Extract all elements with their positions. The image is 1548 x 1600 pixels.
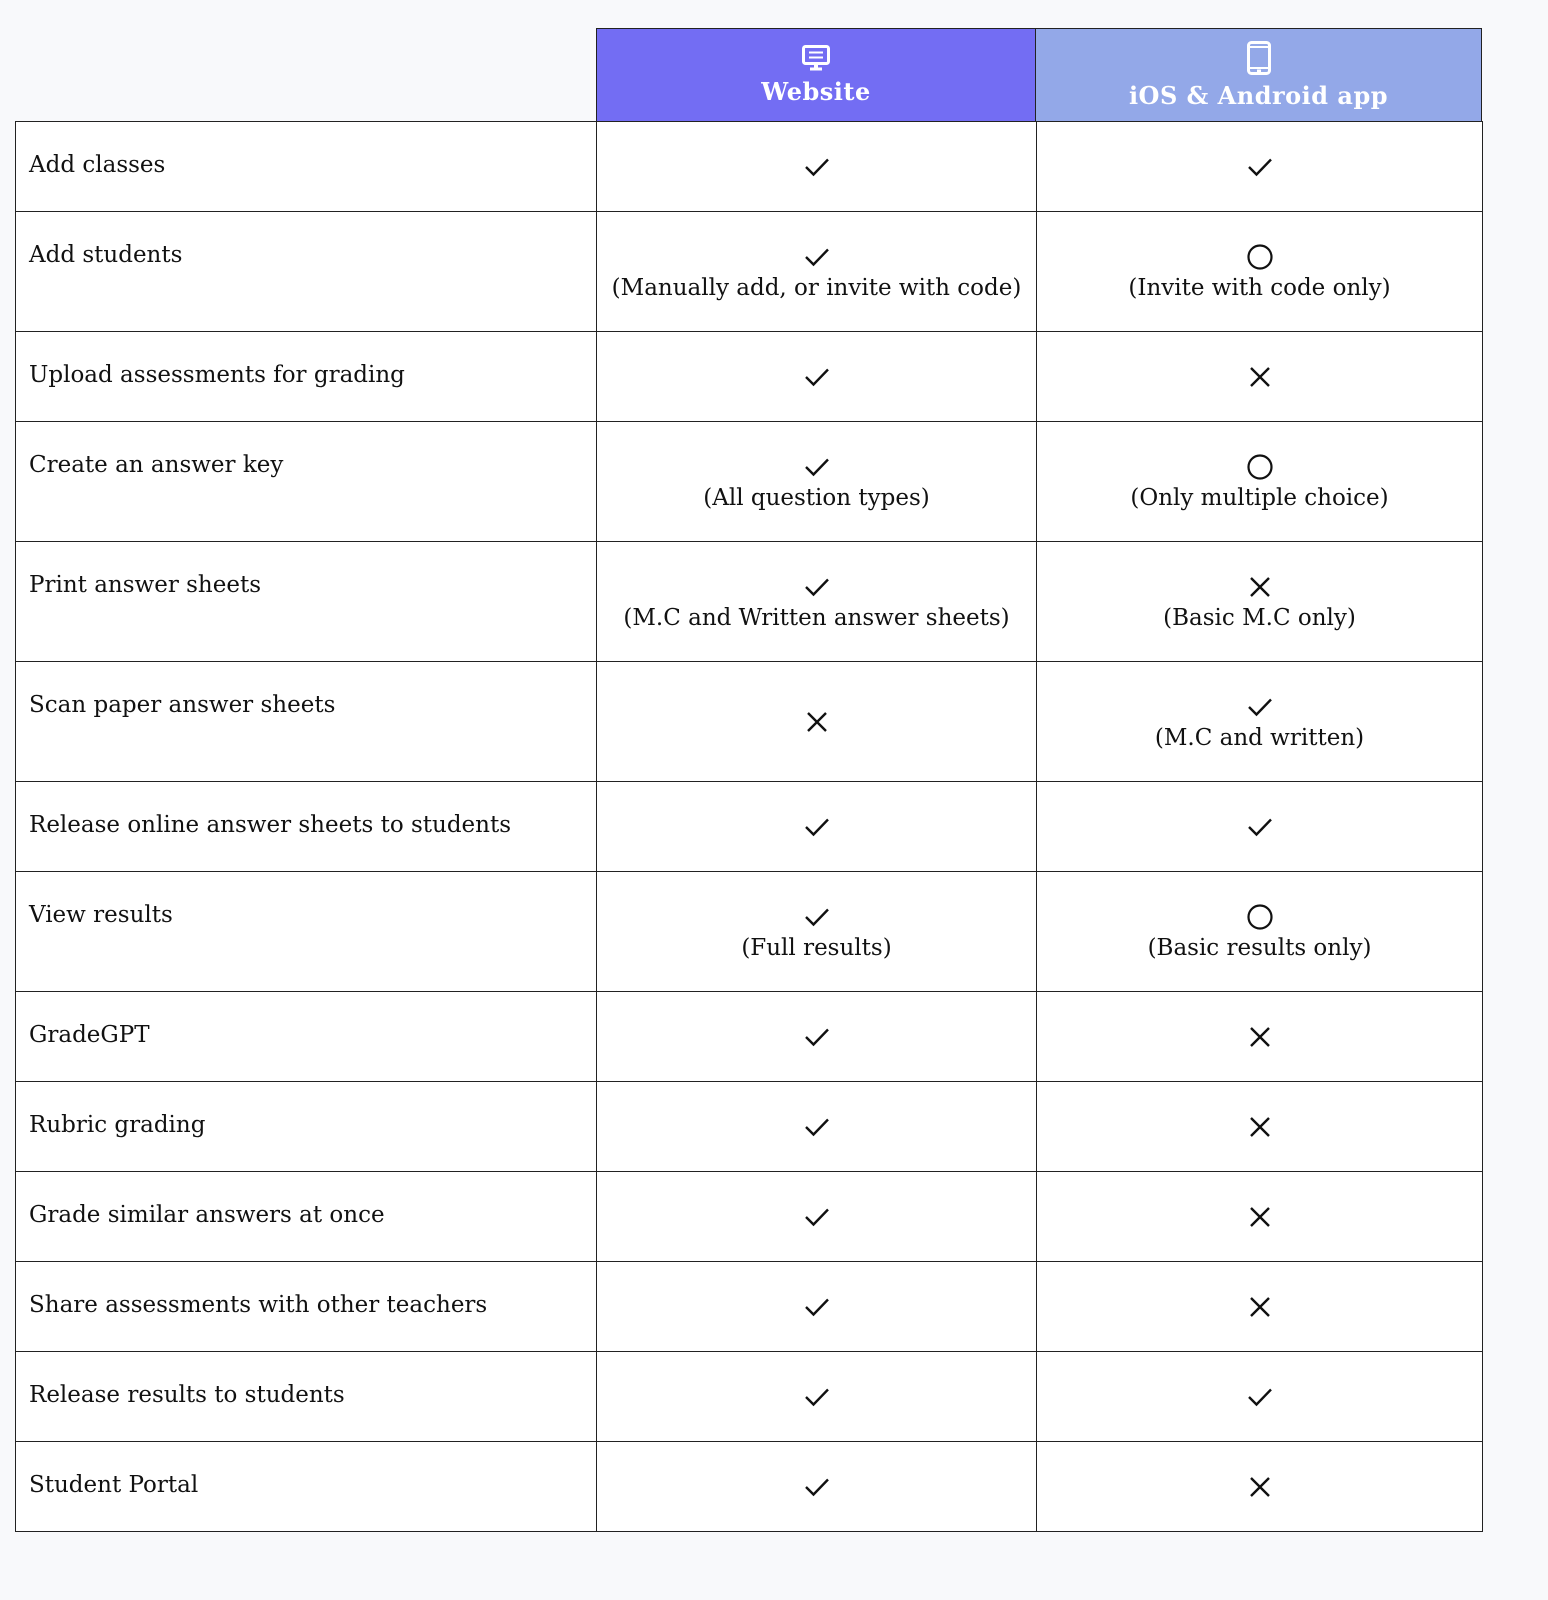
app-status-cell bbox=[1037, 332, 1483, 422]
feature-cell bbox=[16, 122, 597, 212]
check-icon bbox=[803, 1383, 831, 1411]
cross-icon bbox=[803, 708, 831, 736]
feature-label: Create an answer key bbox=[29, 452, 284, 478]
website-status-cell bbox=[597, 542, 1037, 662]
table-row bbox=[16, 212, 1483, 332]
feature-label: Share assessments with other teachers bbox=[29, 1292, 488, 1318]
check-icon bbox=[803, 453, 831, 481]
cross-icon bbox=[1246, 1293, 1274, 1321]
feature-cell bbox=[16, 332, 597, 422]
app-status-note: (M.C and written) bbox=[1154, 724, 1365, 751]
website-status-cell bbox=[597, 122, 1037, 212]
app-status-note: (Basic M.C only) bbox=[1163, 604, 1356, 631]
website-status-note: (All question types) bbox=[703, 484, 930, 511]
column-header-website-label: Website bbox=[761, 76, 871, 106]
check-icon bbox=[803, 153, 831, 181]
feature-label: Grade similar answers at once bbox=[29, 1202, 385, 1228]
check-icon bbox=[1246, 153, 1274, 181]
website-status-note: (Manually add, or invite with code) bbox=[611, 274, 1022, 301]
website-status-cell bbox=[597, 1442, 1037, 1532]
app-status-cell bbox=[1037, 212, 1483, 332]
table-row bbox=[16, 1082, 1483, 1172]
feature-cell bbox=[16, 1352, 597, 1442]
check-icon bbox=[1246, 813, 1274, 841]
check-icon bbox=[1246, 693, 1274, 721]
feature-label: Scan paper answer sheets bbox=[29, 692, 336, 718]
column-header-app bbox=[1036, 28, 1482, 121]
cross-icon bbox=[1246, 1203, 1274, 1231]
feature-label: Release online answer sheets to students bbox=[29, 812, 512, 838]
circle-icon bbox=[1246, 903, 1274, 931]
feature-cell bbox=[16, 662, 597, 782]
feature-cell bbox=[16, 1082, 597, 1172]
table-row bbox=[16, 662, 1483, 782]
phone-icon bbox=[1247, 41, 1271, 75]
table-row bbox=[16, 122, 1483, 212]
website-status-cell bbox=[597, 992, 1037, 1082]
feature-comparison-table bbox=[15, 28, 1482, 1532]
website-status-cell bbox=[597, 332, 1037, 422]
table-row bbox=[16, 992, 1483, 1082]
feature-label: View results bbox=[29, 902, 173, 928]
app-status-cell bbox=[1037, 992, 1483, 1082]
header-spacer bbox=[15, 28, 596, 121]
table-row bbox=[16, 422, 1483, 542]
table-row bbox=[16, 872, 1483, 992]
website-status-cell bbox=[597, 1352, 1037, 1442]
app-status-cell bbox=[1037, 1082, 1483, 1172]
app-status-cell bbox=[1037, 122, 1483, 212]
website-status-note: (M.C and Written answer sheets) bbox=[623, 604, 1010, 631]
check-icon bbox=[803, 1023, 831, 1051]
check-icon bbox=[803, 1203, 831, 1231]
cross-icon bbox=[1246, 1113, 1274, 1141]
app-status-note: (Only multiple choice) bbox=[1130, 484, 1389, 511]
feature-cell bbox=[16, 1262, 597, 1352]
feature-label: Add students bbox=[29, 242, 183, 268]
website-status-cell bbox=[597, 1082, 1037, 1172]
feature-cell bbox=[16, 542, 597, 662]
cross-icon bbox=[1246, 1023, 1274, 1051]
feature-cell bbox=[16, 1172, 597, 1262]
features-table bbox=[15, 121, 1483, 1532]
feature-label: Upload assessments for grading bbox=[29, 362, 405, 388]
website-status-cell bbox=[597, 1172, 1037, 1262]
check-icon bbox=[803, 1113, 831, 1141]
app-status-cell bbox=[1037, 782, 1483, 872]
app-status-cell bbox=[1037, 872, 1483, 992]
table-row bbox=[16, 1442, 1483, 1532]
app-status-cell bbox=[1037, 542, 1483, 662]
app-status-cell bbox=[1037, 662, 1483, 782]
check-icon bbox=[803, 363, 831, 391]
check-icon bbox=[803, 813, 831, 841]
feature-label: Add classes bbox=[29, 152, 166, 178]
feature-cell bbox=[16, 1442, 597, 1532]
website-status-cell bbox=[597, 662, 1037, 782]
table-row bbox=[16, 1262, 1483, 1352]
feature-cell bbox=[16, 422, 597, 542]
column-header-website bbox=[596, 28, 1036, 121]
app-status-note: (Basic results only) bbox=[1147, 934, 1372, 961]
check-icon bbox=[803, 573, 831, 601]
table-row bbox=[16, 542, 1483, 662]
feature-cell bbox=[16, 992, 597, 1082]
check-icon bbox=[803, 1473, 831, 1501]
feature-label: GradeGPT bbox=[29, 1022, 150, 1048]
website-status-cell bbox=[597, 782, 1037, 872]
feature-cell bbox=[16, 872, 597, 992]
feature-label: Student Portal bbox=[29, 1472, 199, 1498]
table-row bbox=[16, 1352, 1483, 1442]
website-status-cell bbox=[597, 422, 1037, 542]
table-row bbox=[16, 782, 1483, 872]
app-status-cell bbox=[1037, 1172, 1483, 1262]
app-status-cell bbox=[1037, 422, 1483, 542]
check-icon bbox=[1246, 1383, 1274, 1411]
website-status-note: (Full results) bbox=[741, 934, 892, 961]
feature-label: Release results to students bbox=[29, 1382, 345, 1408]
website-status-cell bbox=[597, 1262, 1037, 1352]
circle-icon bbox=[1246, 453, 1274, 481]
feature-cell bbox=[16, 212, 597, 332]
cross-icon bbox=[1246, 1473, 1274, 1501]
feature-label: Rubric grading bbox=[29, 1112, 206, 1138]
cross-icon bbox=[1246, 573, 1274, 601]
circle-icon bbox=[1246, 243, 1274, 271]
table-header bbox=[15, 28, 1482, 121]
check-icon bbox=[803, 243, 831, 271]
website-status-cell bbox=[597, 212, 1037, 332]
feature-label: Print answer sheets bbox=[29, 572, 262, 598]
app-status-note: (Invite with code only) bbox=[1128, 274, 1391, 301]
check-icon bbox=[803, 903, 831, 931]
app-status-cell bbox=[1037, 1262, 1483, 1352]
check-icon bbox=[803, 1293, 831, 1321]
app-status-cell bbox=[1037, 1442, 1483, 1532]
table-body bbox=[16, 122, 1483, 1532]
column-header-app-label: iOS & Android app bbox=[1128, 80, 1389, 110]
cross-icon bbox=[1246, 363, 1274, 391]
app-status-cell bbox=[1037, 1352, 1483, 1442]
table-row bbox=[16, 332, 1483, 422]
table-row bbox=[16, 1172, 1483, 1262]
feature-cell bbox=[16, 782, 597, 872]
website-status-cell bbox=[597, 872, 1037, 992]
monitor-icon bbox=[802, 45, 830, 71]
